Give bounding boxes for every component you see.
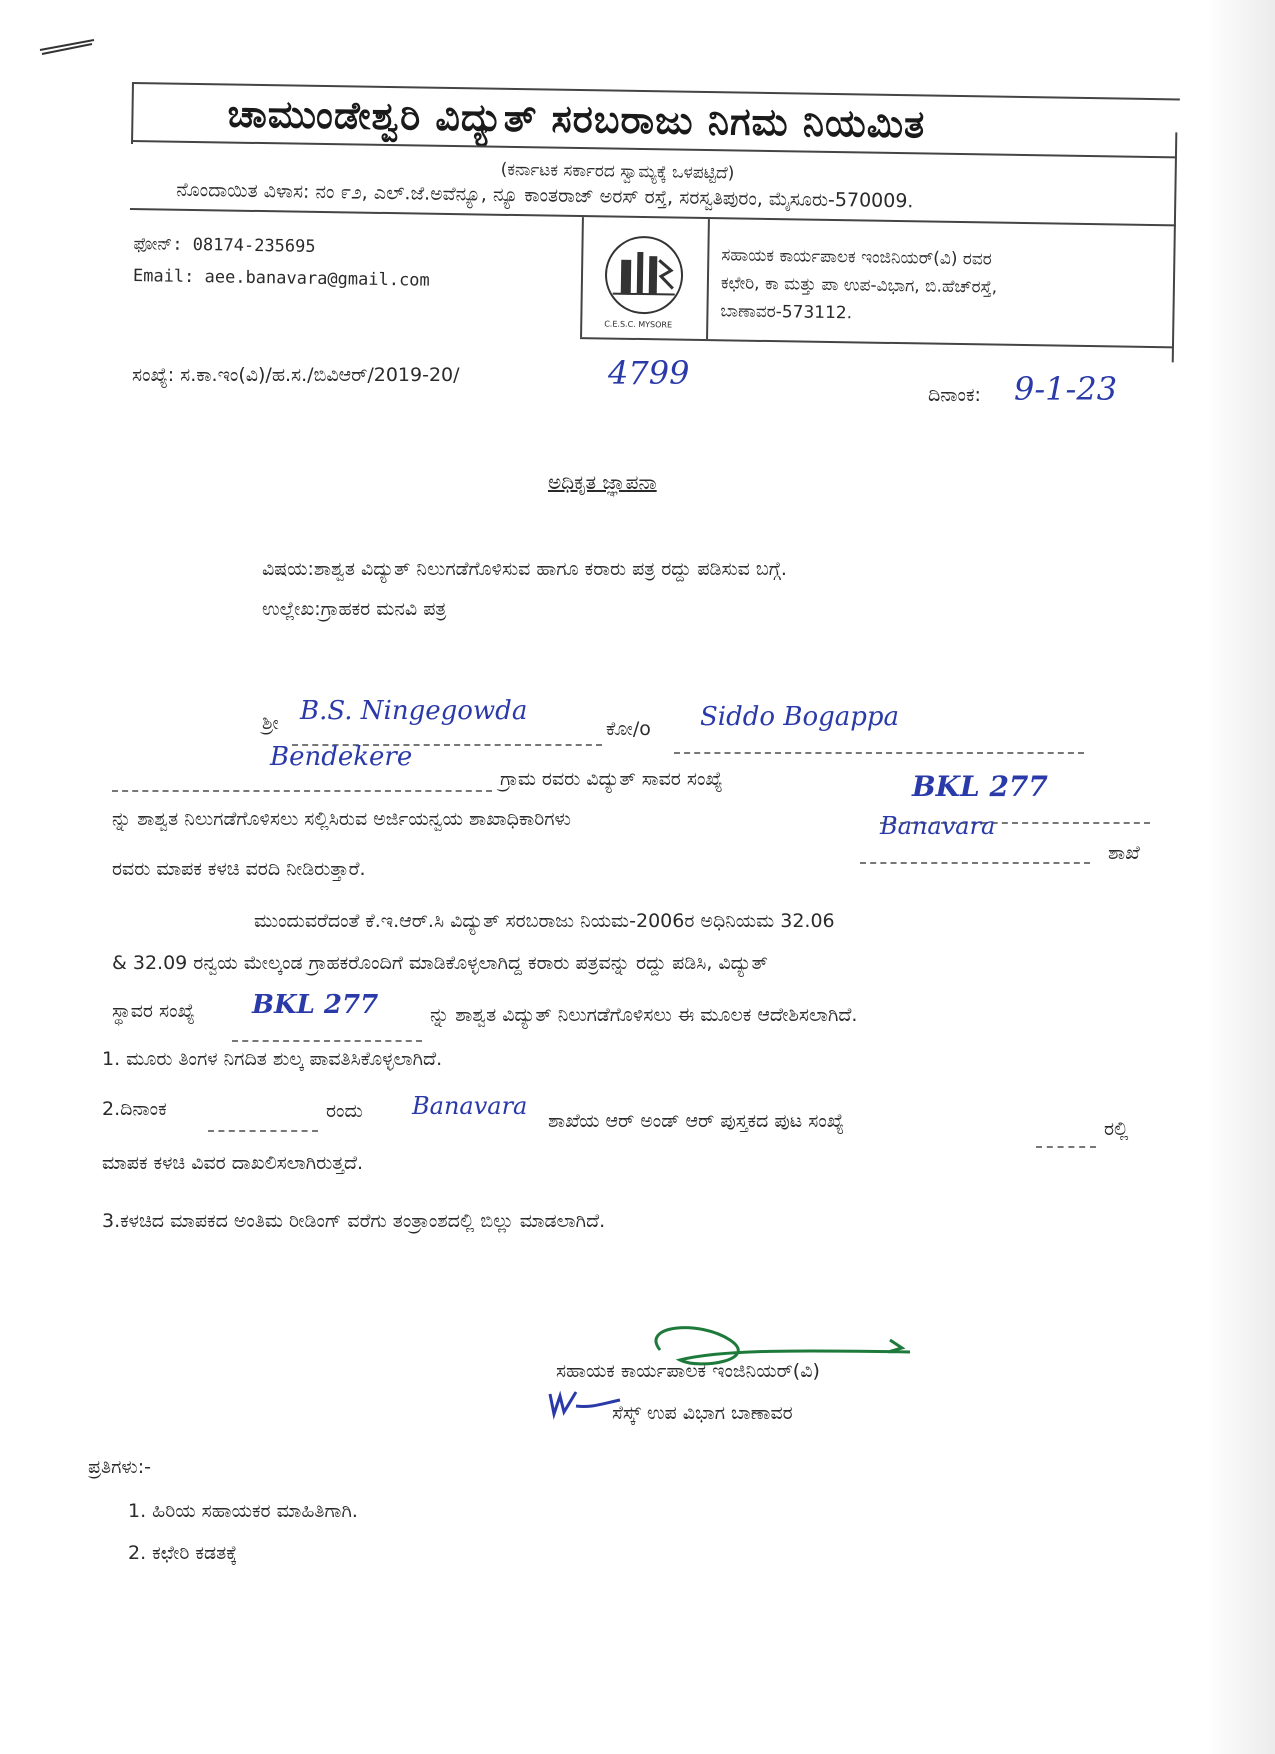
paragraph-line: ನ್ನು ಶಾಶ್ವತ ನಿಲುಗಡೆಗೊಳಿಸಲು ಸಲ್ಲಿಸಿರುವ ಅರ್ಜಿಯನ್ವಯ ಶಾಖಾಧಿಕಾರಿಗಳು: [112, 808, 571, 830]
paragraph-line: ಸ್ಥಾವರ ಸಂಖ್ಯೆ: [112, 1000, 195, 1022]
copy-item: 1. ಹಿರಿಯ ಸಹಾಯಕರ ಮಾಹಿತಿಗಾಗಿ.: [128, 1500, 358, 1522]
date-value: 9-1-23: [1014, 370, 1118, 408]
letterhead-frame-right: [1172, 132, 1178, 362]
copy-item: 2. ಕಛೇರಿ ಕಡತಕ್ಕೆ: [128, 1542, 238, 1564]
company-subtitle: (ಕರ್ನಾಟಕ ಸರ್ಕಾರದ ಸ್ವಾಮ್ಯಕ್ಕೆ ಒಳಪಟ್ಟಿದೆ): [500, 159, 735, 184]
installation-number: BKL 277: [912, 770, 1048, 803]
point-2-prefix: 2.ದಿನಾಂಕ: [102, 1098, 167, 1120]
page-edge-shadow: [1205, 0, 1275, 1754]
father-name: Siddo Bogappa: [700, 702, 900, 732]
paragraph-line: ಮುಂದುವರೆದಂತೆ ಕೆ.ಇ.ಆರ್.ಸಿ ವಿದ್ಯುತ್ ಸರಬರಾಜು ನಿಯಮ-2006ರ ಅಧಿನಿಯಮ 32.06: [254, 910, 835, 932]
phone-number: ಫೋನ್: 08174-235695: [133, 234, 316, 257]
branch-name: Banavara: [412, 1092, 528, 1120]
logo-box: [580, 217, 710, 339]
office-address: [720, 241, 1161, 332]
village-name: Bendekere: [270, 742, 413, 772]
signatory-office: ಸೆಸ್ಕ್ ಉಪ ವಿಭಾಗ ಬಾಣಾವರ: [612, 1402, 793, 1424]
fill-line: [674, 734, 1084, 754]
pen-mark: [38, 36, 98, 56]
reference-line: ಉಲ್ಲೇಖ:ಗ್ರಾಹಕರ ಮನವಿ ಪತ್ರ: [262, 598, 447, 620]
email-address: Email: aee.banavara@gmail.com: [132, 266, 430, 291]
son-of-label: ಕೋ/o: [606, 718, 651, 740]
letterhead-frame-bottom: [580, 337, 1174, 348]
paragraph-line: ರವರು ಮಾಪಕ ಕಳಚಿ ವರದಿ ನೀಡಿರುತ್ತಾರೆ.: [112, 858, 366, 880]
branch-name: Banavara: [880, 812, 996, 840]
office-line: ಬಾಣಾವರ-573112.: [720, 301, 853, 324]
point-3: 3.ಕಳಚಿದ ಮಾಪಕದ ಅಂತಿಮ ರೀಡಿಂಗ್ ವರೆಗು ತಂತ್ರಾಂಶದಲ್ಲಿ ಬಿಲ್ಲು ಮಾಡಲಾಗಿದೆ.: [102, 1210, 606, 1232]
company-title: ಚಾಮುಂಡೇಶ್ವರಿ ವಿದ್ಯುತ್ ಸರಬರಾಜು ನಿಗಮ ನಿಯಮಿತ: [227, 91, 926, 147]
fill-line: [112, 772, 492, 792]
date-label: ದಿನಾಂಕ:: [928, 384, 981, 406]
paragraph-line: ನ್ನು ಶಾಶ್ವತ ವಿದ್ಯುತ್ ನಿಲುಗಡೆಗೊಳಿಸಲು ಈ ಮೂಲಕ ಆದೇಶಿಸಲಾಗಿದೆ.: [430, 1004, 858, 1026]
point-1: 1. ಮೂರು ತಿಂಗಳ ನಿಗದಿತ ಶುಲ್ಕ ಪಾವತಿಸಿಕೊಳ್ಳಲಾಗಿದೆ.: [102, 1048, 443, 1070]
branch-suffix: ಶಾಖೆ: [1108, 842, 1140, 864]
point-2-mid: ರಂದು: [326, 1100, 363, 1122]
reference-number-value: 4799: [608, 354, 690, 392]
office-line: ಕಛೇರಿ, ಕಾ ಮತ್ತು ಪಾ ಉಪ-ವಿಭಾಗ, ಬಿ.ಹೆಚ್‌ರಸ್ತೆ,: [720, 273, 998, 298]
fill-line: [1036, 1128, 1096, 1148]
installation-number: BKL 277: [252, 990, 379, 1020]
logo-caption: C.E.S.C. MYSORE: [604, 319, 673, 330]
fill-line: [860, 844, 1090, 864]
signatory-designation: ಸಹಾಯಕ ಕಾರ್ಯಪಾಲಕ ಇಂಜಿನಿಯರ್(ವಿ): [556, 1360, 820, 1382]
office-line: ಸಹಾಯಕ ಕಾರ್ಯಪಾಲಕ ಇಂಜಿನಿಯರ್(ವಿ) ರವರ: [721, 245, 992, 270]
document-heading: ಅಧಿಕೃತ ಜ್ಞಾಪನಾ: [548, 470, 657, 494]
consumer-name: B.S. Ningegowda: [300, 696, 528, 726]
paragraph-line: & 32.09 ರನ್ವಯ ಮೇಲ್ಕಂಡ ಗ್ರಾಹಕರೊಂದಿಗೆ ಮಾಡಿಕೊಳ್ಳಲಾಗಿದ್ದ ಕರಾರು ಪತ್ರವನ್ನು ರದ್ದು ಪಡಿಸಿ, ವಿದ್ಯುತ್: [112, 952, 768, 974]
copies-label: ಪ್ರತಿಗಳು:-: [88, 1456, 151, 1478]
subject-line: ವಿಷಯ:ಶಾಶ್ವತ ವಿದ್ಯುತ್ ನಿಲುಗಡೆಗೊಳಿಸುವ ಹಾಗೂ ಕರಾರು ಪತ್ರ ರದ್ದು ಪಡಿಸುವ ಬಗ್ಗೆ.: [262, 558, 787, 580]
point-2-text: ಶಾಖೆಯ ಆರ್ ಅಂಡ್ ಆರ್ ಪುಸ್ತಕದ ಪುಟ ಸಂಖ್ಯೆ: [548, 1110, 844, 1132]
village-suffix: ಗ್ರಾಮ ರವರು ವಿದ್ಯುತ್ ಸಾವರ ಸಂಖ್ಯೆ: [500, 768, 723, 790]
cesc-logo-icon: [598, 229, 689, 320]
registered-address: ನೊಂದಾಯಿತ ವಿಳಾಸ: ನಂ ೯೨, ಎಲ್.ಜೆ.ಅವೆನ್ಯೂ, ನ್ಯೂ ಕಾಂತರಾಜ್ ಅರಸ್ ರಸ್ತೆ, ಸರಸ್ವತಿಪುರಂ, ಮೈಸೂರು-570009.: [176, 178, 914, 213]
fill-line: [232, 1022, 422, 1042]
fill-line: [208, 1112, 318, 1132]
point-2-line2: ಮಾಪಕ ಕಳಚಿ ವಿವರ ದಾಖಲಿಸಲಾಗಿರುತ್ತದೆ.: [102, 1152, 364, 1174]
point-2-end: ರಲ್ಲಿ: [1104, 1118, 1129, 1140]
sri-label: ಶ್ರೀ: [262, 712, 279, 734]
reference-number-label: ಸಂಖ್ಯೆ: ಸ.ಕಾ.ಇಂ(ವಿ)/ಹ.ಸ./ಬಿವಿಆರ್/2019-20/: [132, 364, 460, 386]
